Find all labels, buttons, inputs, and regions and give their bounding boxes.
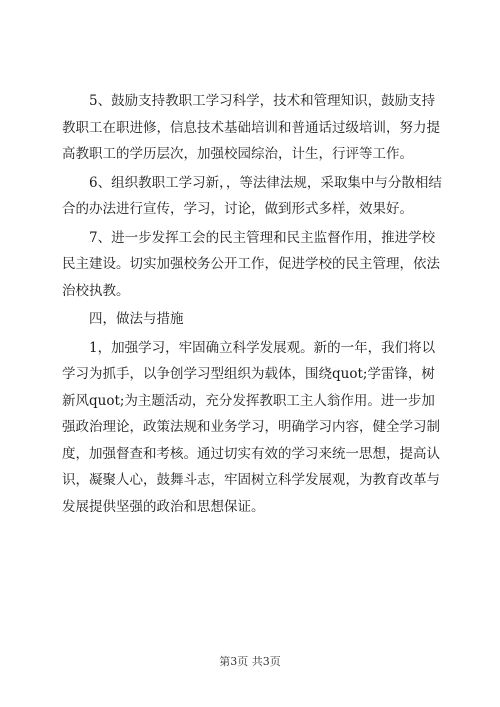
text-line: 1，加强学习，牢固确立科学发展观。新的一年，我们将以 xyxy=(89,339,436,356)
paragraph-measure-1 xyxy=(62,335,440,521)
text-line: 5、鼓励支持教职工学习科学，技术和管理知识，鼓励支持 xyxy=(89,93,436,109)
document-body xyxy=(62,88,440,520)
text-line: 新风quot;为主题活动，充分发挥教职工主人翁作用。进一步加 xyxy=(62,392,435,409)
section-heading-text: 四，做法与措施 xyxy=(89,311,184,327)
text-line: 教职工在职进修，信息技术基础培训和普通话过级培训，努力提 xyxy=(62,119,440,136)
text-line: 学习为抓手，以争创学习型组织为载体，围绕quot;学雷锋，树 xyxy=(62,366,435,382)
text-line: 合的办法进行宣传，学习，讨论，做到形式多样，效果好。 xyxy=(62,201,413,217)
section-heading xyxy=(62,306,440,333)
text-line: 强政治理论，政策法规和业务学习，明确学习内容，健全学习制 xyxy=(62,419,440,435)
paragraph-item-6 xyxy=(62,170,440,223)
text-line: 民主建设。切实加强校务公开工作，促进学校的民主管理，依法 xyxy=(62,256,440,272)
page-number-footer: 第3页 共3页 xyxy=(219,655,281,668)
paragraph-item-7 xyxy=(62,225,440,305)
text-line: 度，加强督查和考核。通过切实有效的学习来统一思想，提高认 xyxy=(62,445,440,462)
text-line: 发展提供坚强的政治和思想保证。 xyxy=(62,498,265,515)
text-line: 高教职工的学历层次，加强校园综治，计生，行评等工作。 xyxy=(62,146,413,162)
text-line: 7、进一步发挥工会的民主管理和民主监督作用，推进学校 xyxy=(89,229,436,246)
text-line: 6、组织教职工学习新，，等法律法规，采取集中与分散相结 xyxy=(89,174,442,191)
text-line: 识，凝聚人心，鼓舞斗志，牢固树立科学发展观，为教育改革与 xyxy=(62,472,440,488)
text-line: 治校执教。 xyxy=(62,282,130,299)
paragraph-item-5 xyxy=(62,88,440,168)
